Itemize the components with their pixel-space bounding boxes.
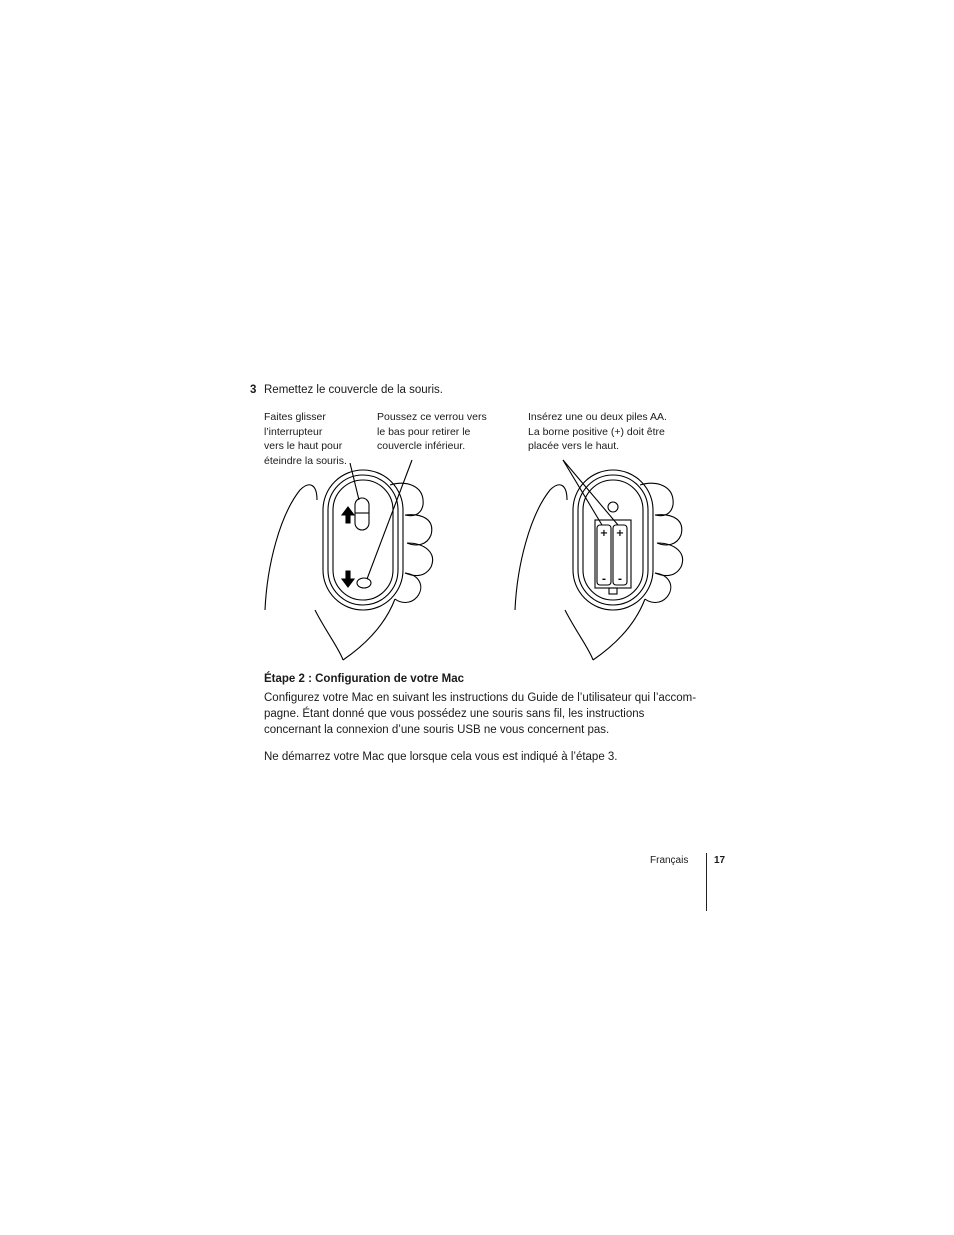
battery-plus-2: + <box>615 528 625 539</box>
cover-latch <box>357 578 371 588</box>
finger-3 <box>405 543 433 575</box>
battery-minus-2: - <box>617 574 623 585</box>
footer-divider <box>706 853 707 911</box>
page-number: 17 <box>714 855 726 866</box>
finger-1 <box>390 483 423 516</box>
callout-batteries: Insérez une ou deux piles AA. La borne positive (+) doit être placée vers le haut. <box>528 411 667 453</box>
mouse-shell-outer <box>323 470 403 610</box>
footer-language: Français <box>650 855 689 866</box>
sensor-icon <box>608 502 618 512</box>
battery-minus-1: - <box>601 574 607 585</box>
battery-plus-1: + <box>599 528 609 539</box>
mouse-bottom-view <box>265 460 433 660</box>
finger-2 <box>405 515 432 545</box>
paragraph-startup: Ne démarrez votre Mac que lorsque cela vous est indiqué à l’étape 3. <box>264 751 618 763</box>
callout-switch: Faites glisser l’interrupteur vers le haut pour éteindre la souris. <box>264 411 347 467</box>
step-instruction: Remettez le couvercle de la souris. <box>264 384 443 396</box>
hand-outline-right <box>515 485 567 610</box>
hand-outline-left <box>265 485 317 610</box>
paragraph-setup: Configurez votre Mac en suivant les instructions du Guide de l’utilisateur qui l’accom-pagne. Étant donné que vous possédez une souris sans fil, les instructions concernant la connexion d’une souris USB ne vous concernent pas. <box>264 692 697 736</box>
arrow-up-icon <box>342 507 354 523</box>
callout-latch: Poussez ce verrou vers le bas pour retirer le couvercle inférieur. <box>377 411 487 453</box>
step-number: 3 <box>250 384 257 396</box>
section-title: Étape 2 : Configuration de votre Mac <box>264 673 464 685</box>
mouse-battery-view <box>515 460 683 660</box>
power-switch <box>355 498 369 530</box>
mouse-illustration <box>255 455 695 665</box>
arrow-down-icon <box>342 571 354 587</box>
